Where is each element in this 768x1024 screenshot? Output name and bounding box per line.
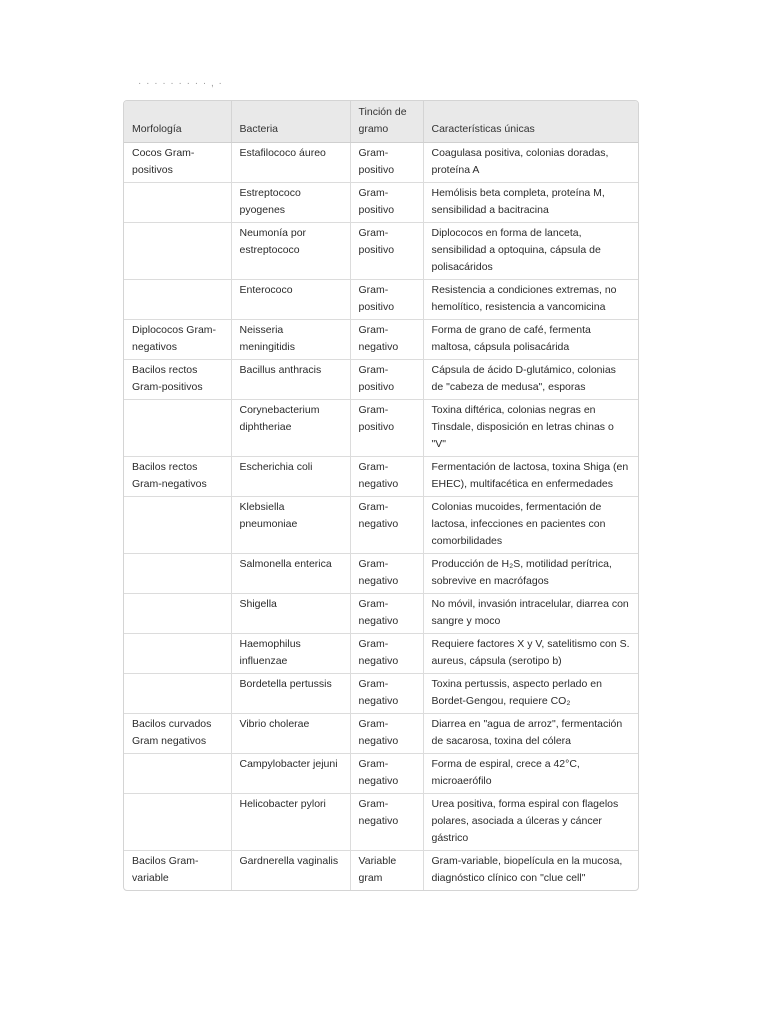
bacteria-table-container (123, 100, 639, 891)
cell-morfologia (124, 400, 231, 457)
cell-caracteristicas: Fermentación de lactosa, toxina Shiga (en EHEC), multifacética en enfermedades (423, 457, 638, 497)
cell-morfologia (124, 554, 231, 594)
cell-bacteria: Neumonía por estreptococo (231, 223, 350, 280)
cropped-text-line: · · · · · · · · · , · (138, 78, 223, 89)
cell-caracteristicas: Diarrea en "agua de arroz", fermentación de sacarosa, toxina del cólera (423, 714, 638, 754)
table-row (124, 634, 638, 674)
cell-morfologia (124, 223, 231, 280)
table-row (124, 851, 638, 891)
table-row (124, 400, 638, 457)
cell-caracteristicas: Toxina diftérica, colonias negras en Tinsdale, disposición en letras chinas o "V" (423, 400, 638, 457)
cell-bacteria: Salmonella enterica (231, 554, 350, 594)
cell-morfologia (124, 754, 231, 794)
cell-morfologia: Bacilos rectos Gram-positivos (124, 360, 231, 400)
cell-tincion: Gram-negativo (350, 457, 423, 497)
cell-tincion: Gram-positivo (350, 280, 423, 320)
cell-tincion: Variable gram (350, 851, 423, 891)
cell-tincion: Gram-positivo (350, 143, 423, 183)
cell-morfologia: Bacilos Gram-variable (124, 851, 231, 891)
table-row (124, 594, 638, 634)
cell-morfologia (124, 634, 231, 674)
cell-bacteria: Escherichia coli (231, 457, 350, 497)
table-row (124, 674, 638, 714)
cell-caracteristicas: Cápsula de ácido D-glutámico, colonias de "cabeza de medusa", esporas (423, 360, 638, 400)
cell-caracteristicas: Urea positiva, forma espiral con flagelos polares, asociada a úlceras y cáncer gástrico (423, 794, 638, 851)
cell-bacteria: Gardnerella vaginalis (231, 851, 350, 891)
cell-caracteristicas: No móvil, invasión intracelular, diarrea con sangre y moco (423, 594, 638, 634)
cell-bacteria: Shigella (231, 594, 350, 634)
cell-caracteristicas: Toxina pertussis, aspecto perlado en Bordet-Gengou, requiere CO₂ (423, 674, 638, 714)
cell-tincion: Gram-negativo (350, 634, 423, 674)
cell-tincion: Gram-positivo (350, 360, 423, 400)
cell-tincion: Gram-positivo (350, 223, 423, 280)
cell-caracteristicas: Colonias mucoides, fermentación de lactosa, infecciones en pacientes con comorbilidades (423, 497, 638, 554)
table-row (124, 280, 638, 320)
cell-bacteria: Estafilococo áureo (231, 143, 350, 183)
table-row (124, 457, 638, 497)
cell-caracteristicas: Forma de grano de café, fermenta maltosa, cápsula polisacárida (423, 320, 638, 360)
cell-bacteria: Haemophilus influenzae (231, 634, 350, 674)
cell-morfologia: Bacilos rectos Gram-negativos (124, 457, 231, 497)
cell-bacteria: Campylobacter jejuni (231, 754, 350, 794)
table-body (124, 143, 638, 891)
cell-caracteristicas: Forma de espiral, crece a 42°C, microaerófilo (423, 754, 638, 794)
table-header-row (124, 101, 638, 143)
header-caracteristicas: Características únicas (423, 101, 638, 143)
cell-caracteristicas: Hemólisis beta completa, proteína M, sensibilidad a bacitracina (423, 183, 638, 223)
cell-caracteristicas: Gram-variable, biopelícula en la mucosa, diagnóstico clínico con "clue cell" (423, 851, 638, 891)
table-row (124, 223, 638, 280)
cell-bacteria: Klebsiella pneumoniae (231, 497, 350, 554)
cell-caracteristicas: Coagulasa positiva, colonias doradas, proteína A (431, 147, 609, 176)
table-row (124, 320, 638, 360)
table-row (124, 183, 638, 223)
cell-tincion: Gram-negativo (350, 497, 423, 554)
cell-bacteria: Bordetella pertussis (231, 674, 350, 714)
cell-tincion: Gram-positivo (350, 400, 423, 457)
cell-caracteristicas: Requiere factores X y V, satelitismo con S. aureus, cápsula (serotipo b) (423, 634, 638, 674)
cell-morfologia (124, 594, 231, 634)
cell-caracteristicas: Producción de H₂S, motilidad perítrica, sobrevive en macrófagos (423, 554, 638, 594)
cell-morfologia (124, 794, 231, 851)
header-morfologia: Morfología (124, 101, 231, 143)
cell-bacteria: Estreptococo pyogenes (231, 183, 350, 223)
cell-tincion: Gram-positivo (350, 183, 423, 223)
cell-tincion: Gram-negativo (350, 594, 423, 634)
cell-morfologia: Cocos Gram-positivos (124, 143, 231, 183)
header-bacteria: Bacteria (231, 101, 350, 143)
cell-bacteria: Enterococo (231, 280, 350, 320)
table-row (124, 714, 638, 754)
cell-morfologia (124, 497, 231, 554)
bacteria-table (124, 101, 638, 890)
cell-bacteria: Neisseria meningitidis (231, 320, 350, 360)
table-row (124, 754, 638, 794)
cell-morfologia (124, 674, 231, 714)
cell-bacteria: Vibrio cholerae (231, 714, 350, 754)
cell-morfologia (124, 183, 231, 223)
table-row (124, 794, 638, 851)
cell-bacteria: Bacillus anthracis (231, 360, 350, 400)
cell-tincion: Gram-negativo (350, 794, 423, 851)
cell-bacteria: Corynebacterium diphtheriae (231, 400, 350, 457)
table-row (124, 497, 638, 554)
cell-morfologia: Diplococos Gram-negativos (124, 320, 231, 360)
cell-bacteria: Helicobacter pylori (231, 794, 350, 851)
table-row (124, 554, 638, 594)
cell-tincion: Gram-negativo (350, 674, 423, 714)
cell-caracteristicas: Diplococos en forma de lanceta, sensibilidad a optoquina, cápsula de polisacáridos (423, 223, 638, 280)
cell-tincion: Gram-negativo (350, 714, 423, 754)
cell-tincion: Gram-negativo (350, 320, 423, 360)
cell-morfologia (124, 280, 231, 320)
table-row (124, 360, 638, 400)
cell-caracteristicas: Resistencia a condiciones extremas, no hemolítico, resistencia a vancomicina (423, 280, 638, 320)
cell-morfologia: Bacilos curvados Gram negativos (124, 714, 231, 754)
cell-tincion: Gram-negativo (350, 554, 423, 594)
cell-tincion: Gram-negativo (350, 754, 423, 794)
table-row (124, 143, 638, 183)
header-tincion: Tinción de gramo (350, 101, 423, 143)
